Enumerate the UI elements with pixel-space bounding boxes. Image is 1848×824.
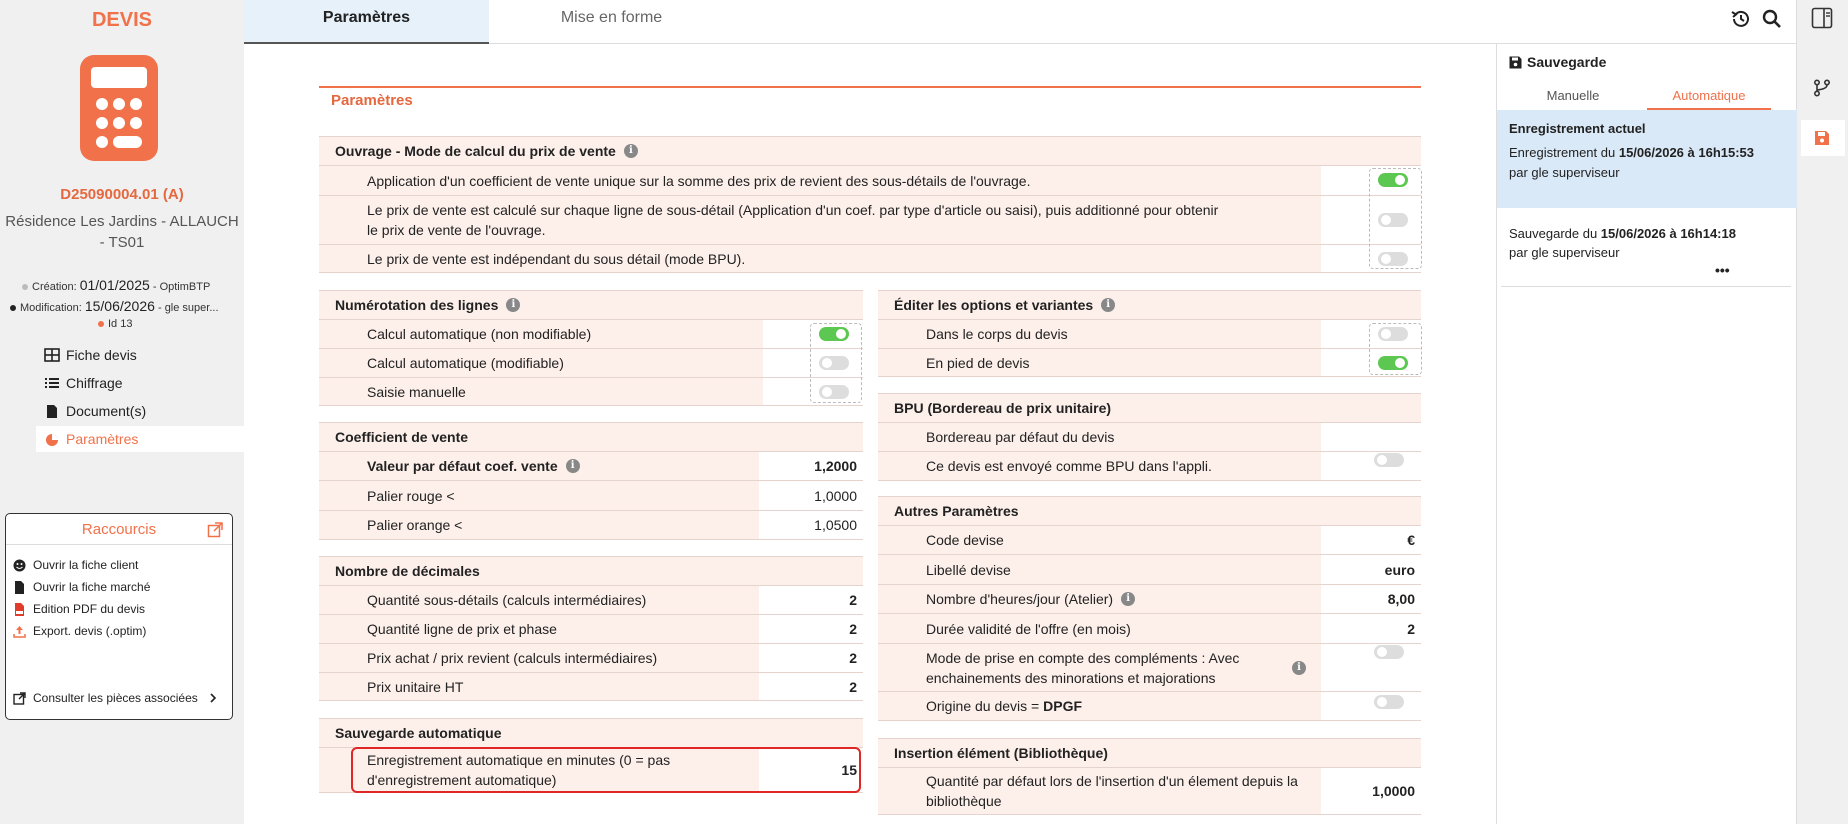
shortcut-edition-pdf[interactable] xyxy=(13,602,145,616)
option-label: Libellé devise xyxy=(926,561,1011,578)
info-icon[interactable]: i xyxy=(624,144,638,158)
palier-orange-row xyxy=(319,510,863,540)
backup-save-date[interactable] xyxy=(1509,226,1736,241)
save-icon xyxy=(1814,130,1830,146)
numerotation-header-label: Numérotation des lignes xyxy=(335,297,499,313)
current-save-by: par gle superviseur xyxy=(1509,165,1620,180)
bpu-header xyxy=(878,393,1421,422)
modification-by: - gle super... xyxy=(157,302,219,314)
save-tab-manuelle[interactable]: Manuelle xyxy=(1546,88,1600,103)
highlight-box xyxy=(351,747,861,793)
toggle-ouvrage-unique[interactable] xyxy=(1378,173,1408,187)
nav-chiffrage[interactable] xyxy=(44,370,244,396)
insertion-quantite-row xyxy=(878,767,1421,815)
right-icon-rail xyxy=(1796,0,1848,824)
option-label: Quantité ligne de prix et phase xyxy=(367,621,557,637)
decimales-row xyxy=(319,585,863,614)
open-link-icon xyxy=(13,692,26,705)
info-icon[interactable]: i xyxy=(1121,592,1135,606)
info-icon[interactable]: i xyxy=(506,298,520,312)
origine-label: Origine du devis = xyxy=(926,698,1040,714)
shortcut-open-marche[interactable] xyxy=(13,580,150,594)
toggle-ouvrage-sous-detail[interactable] xyxy=(1378,213,1408,227)
more-options-button[interactable]: ••• xyxy=(1715,262,1730,278)
modification-info xyxy=(10,298,219,314)
shortcut-label: Edition PDF du devis xyxy=(33,602,146,616)
option-label: Dans le corps du devis xyxy=(926,326,1068,342)
heures-jour-row xyxy=(878,584,1421,613)
palier-rouge-row xyxy=(319,480,863,510)
creation-dot xyxy=(22,284,28,290)
palier-rouge-input[interactable]: 1,0000 xyxy=(759,481,863,510)
left-sidebar xyxy=(0,0,244,824)
decimales-row xyxy=(319,643,863,672)
toggle-complements[interactable] xyxy=(1374,645,1404,659)
option-label xyxy=(926,692,1082,720)
current-save-title: Enregistrement actuel xyxy=(1509,121,1646,136)
tab-mise-en-forme[interactable]: Mise en forme xyxy=(560,9,663,26)
shortcuts-header xyxy=(6,514,232,545)
save-panel-title-text: Sauvegarde xyxy=(1527,54,1607,70)
site-name: Résidence Les Jardins - ALLAUCH - TS01 xyxy=(5,213,239,251)
libelle-devise-input[interactable]: euro xyxy=(1321,555,1421,584)
top-tab-bar xyxy=(244,0,1796,44)
save-panel-title xyxy=(1509,54,1606,70)
sauvegarde-auto-header xyxy=(319,718,863,747)
current-save-entry[interactable] xyxy=(1497,110,1797,208)
decimales-row xyxy=(319,672,863,701)
toggle-ouvrage-bpu[interactable] xyxy=(1378,252,1408,266)
save-tab-automatique[interactable]: Automatique xyxy=(1647,88,1771,110)
option-label: Enregistrement automatique en minutes (0 = pas d'enregistrement automatique) xyxy=(367,752,671,788)
toggle-numerotation-non-modifiable[interactable] xyxy=(819,327,849,341)
options-corps-row xyxy=(878,319,1421,348)
pdf-icon xyxy=(13,603,26,616)
option-label: Le prix de vente est indépendant du sous détail (mode BPU). xyxy=(367,250,746,267)
option-label: Durée validité de l'offre (en mois) xyxy=(926,620,1131,637)
shortcut-label: Ouvrir la fiche client xyxy=(33,558,139,572)
list-icon xyxy=(44,376,60,390)
shortcut-pieces-associees[interactable] xyxy=(13,691,225,705)
smiley-icon xyxy=(13,559,26,572)
save-panel xyxy=(1496,44,1796,824)
toggle-options-corps[interactable] xyxy=(1378,327,1408,341)
nav-label: Paramètres xyxy=(66,431,139,447)
save-icon xyxy=(1509,56,1522,69)
insertion-quantite-input[interactable]: 1,0000 xyxy=(1321,768,1421,814)
current-save-prefix: Enregistrement du xyxy=(1509,145,1619,160)
backup-save-prefix: Sauvegarde du xyxy=(1509,226,1601,241)
options-pied-row xyxy=(878,348,1421,377)
search-icon[interactable] xyxy=(1761,8,1783,30)
option-label: Prix achat / prix revient (calculs intermédiaires) xyxy=(367,650,658,666)
option-label xyxy=(367,452,580,480)
decimales-input[interactable]: 2 xyxy=(759,673,863,700)
bpu-defaut-row xyxy=(878,422,1421,451)
coefficient-header xyxy=(319,422,863,451)
palier-orange-input[interactable]: 1,0500 xyxy=(759,511,863,539)
coef-default-row xyxy=(319,451,863,480)
shortcuts-title: Raccourcis xyxy=(81,521,157,538)
decimales-input[interactable]: 2 xyxy=(759,615,863,643)
coef-default-label: Valeur par défaut coef. vente xyxy=(367,458,558,474)
decimales-input[interactable]: 2 xyxy=(759,586,863,614)
decimales-header-label: Nombre de décimales xyxy=(335,563,480,579)
shortcut-export[interactable] xyxy=(13,624,146,638)
numerotation-auto-non-modifiable xyxy=(319,319,863,348)
option-label: Mode de prise en compte des compléments : Avec enchainements des minorations et majorations xyxy=(926,649,1240,686)
toggle-cell xyxy=(1321,692,1421,720)
decimales-input[interactable]: 2 xyxy=(759,644,863,672)
autres-header-label: Autres Paramètres xyxy=(894,503,1019,519)
option-label: Saisie manuelle xyxy=(367,383,466,400)
toggle-options-pied[interactable] xyxy=(1378,356,1408,370)
id-info xyxy=(98,318,132,330)
origine-devis-row xyxy=(878,691,1421,721)
option-label: Code devise xyxy=(926,532,1004,548)
option-label: Prix unitaire HT xyxy=(367,678,464,695)
ouvrage-option-bpu xyxy=(319,244,1421,273)
option-label: Ce devis est envoyé comme BPU dans l'appli. xyxy=(926,458,1212,474)
toggle-cell xyxy=(1321,644,1421,691)
autres-header xyxy=(878,496,1421,525)
nav-parametres[interactable] xyxy=(36,426,244,452)
option-label: Quantité par défaut lors de l'insertion d'un élement depuis la bibliothèque xyxy=(926,773,1298,809)
toggle-numerotation-modifiable[interactable] xyxy=(819,356,849,370)
bpu-envoye-row xyxy=(878,451,1421,481)
sauvegarde-auto-header-label: Sauvegarde automatique xyxy=(335,725,502,741)
document-icon xyxy=(44,404,60,419)
calculator-icon xyxy=(80,55,158,161)
origine-value: DPGF xyxy=(1043,698,1083,714)
ouvrage-header-label: Ouvrage - Mode de calcul du prix de vente xyxy=(335,143,616,159)
numerotation-header xyxy=(319,290,863,319)
heures-jour-label: Nombre d'heures/jour (Atelier) xyxy=(926,591,1114,607)
table-icon xyxy=(44,348,60,362)
complements-row xyxy=(878,643,1421,691)
creation-by: - OptimBTP xyxy=(152,281,211,293)
save-rail-button[interactable] xyxy=(1801,120,1845,156)
info-icon[interactable]: i xyxy=(566,459,580,473)
info-icon[interactable]: i xyxy=(1101,298,1115,312)
modification-label: Modification: xyxy=(20,302,82,314)
history-icon[interactable] xyxy=(1730,8,1752,30)
id-label: Id 13 xyxy=(108,318,133,330)
option-label: Quantité sous-détails (calculs intermédiaires) xyxy=(367,592,647,608)
current-save-date-value: 15/06/2026 à 16h15:53 xyxy=(1618,145,1755,160)
decimales-row xyxy=(319,614,863,643)
validite-offre-row xyxy=(878,613,1421,643)
creation-label: Création: xyxy=(32,281,77,293)
ouvrage-option-sous-detail xyxy=(319,195,1421,244)
devis-reference: D25090004.01 (A) xyxy=(60,186,184,203)
nav-fiche-devis[interactable] xyxy=(44,342,244,368)
modification-date: 15/06/2026 xyxy=(84,298,155,314)
toggle-origine-devis[interactable] xyxy=(1374,695,1404,709)
option-label: En pied de devis xyxy=(926,354,1030,371)
insertion-header-label: Insertion élément (Bibliothèque) xyxy=(894,745,1108,761)
numerotation-manuelle xyxy=(319,377,863,406)
heures-jour-input[interactable]: 8,00 xyxy=(1321,585,1421,613)
toggle-cell xyxy=(1321,452,1421,480)
ouvrage-option-unique xyxy=(319,165,1421,195)
toggle-bpu-envoye[interactable] xyxy=(1374,453,1404,467)
option-label: Application d'un coefficient de vente unique sur la somme des prix de revient des sous-détails de l'ouvrage. xyxy=(367,172,1031,189)
shortcut-label: Export. devis (.optim) xyxy=(33,624,147,638)
validite-offre-input[interactable]: 2 xyxy=(1321,614,1421,643)
shortcut-open-client[interactable] xyxy=(13,558,138,572)
option-label xyxy=(926,585,1135,613)
option-label: Le prix de vente est calculé sur chaque ligne de sous-détail (Application d'un coef. par type d'article ou saisi), puis additionné pour obtenir le prix de vente de l'ouvrage. xyxy=(367,202,1219,238)
info-icon[interactable]: i xyxy=(1292,661,1306,675)
backup-save-by: par gle superviseur xyxy=(1509,245,1620,260)
numerotation-auto-modifiable xyxy=(319,348,863,377)
page-title: Paramètres xyxy=(319,86,1421,114)
pie-chart-icon xyxy=(44,432,60,447)
toggle-numerotation-manuelle[interactable] xyxy=(819,385,849,399)
nav-label: Document(s) xyxy=(66,403,147,419)
option-label: Palier orange < xyxy=(367,517,463,533)
divider xyxy=(1501,286,1791,287)
ouvrage-header xyxy=(319,136,1421,165)
panel-toggle-icon[interactable] xyxy=(1811,7,1833,29)
nav-label: Fiche devis xyxy=(66,347,137,363)
libelle-devise-row xyxy=(878,554,1421,584)
option-label: Palier rouge < xyxy=(367,487,455,504)
nav-documents[interactable] xyxy=(44,398,244,424)
options-header xyxy=(878,290,1421,319)
nav-label: Chiffrage xyxy=(66,375,123,391)
autosave-minutes-input[interactable]: 15 xyxy=(759,748,863,792)
tab-parametres[interactable]: Paramètres xyxy=(244,0,489,44)
external-link-icon[interactable] xyxy=(207,522,223,538)
decimales-header xyxy=(319,556,863,585)
creation-date: 01/01/2025 xyxy=(79,277,150,293)
option-label: Bordereau par défaut du devis xyxy=(926,429,1115,445)
creation-info xyxy=(22,277,210,293)
modification-dot xyxy=(10,305,16,311)
bpu-header-label: BPU (Bordereau de prix unitaire) xyxy=(894,400,1112,416)
backup-save-date-value: 15/06/2026 à 16h14:18 xyxy=(1600,226,1736,241)
shortcut-label: Consulter les pièces associées xyxy=(33,691,198,705)
id-dot xyxy=(98,321,104,327)
code-devise-input[interactable]: € xyxy=(1321,526,1421,554)
current-save-date xyxy=(1509,145,1754,160)
coef-default-input[interactable]: 1,2000 xyxy=(759,452,863,480)
shortcut-label: Ouvrir la fiche marché xyxy=(33,580,151,594)
option-label: Calcul automatique (modifiable) xyxy=(367,355,564,371)
file-icon xyxy=(13,581,26,594)
chevron-right-icon xyxy=(208,692,218,704)
options-header-label: Éditer les options et variantes xyxy=(894,297,1094,313)
insertion-header xyxy=(878,738,1421,767)
shortcuts-panel xyxy=(5,513,233,720)
module-title: DEVIS xyxy=(91,9,153,31)
upload-icon xyxy=(13,625,26,638)
option-label: Calcul automatique (non modifiable) xyxy=(367,326,592,342)
toggle-cell xyxy=(1321,423,1421,451)
branch-icon[interactable] xyxy=(1813,79,1831,97)
code-devise-row xyxy=(878,525,1421,554)
coefficient-header-label: Coefficient de vente xyxy=(335,429,469,445)
